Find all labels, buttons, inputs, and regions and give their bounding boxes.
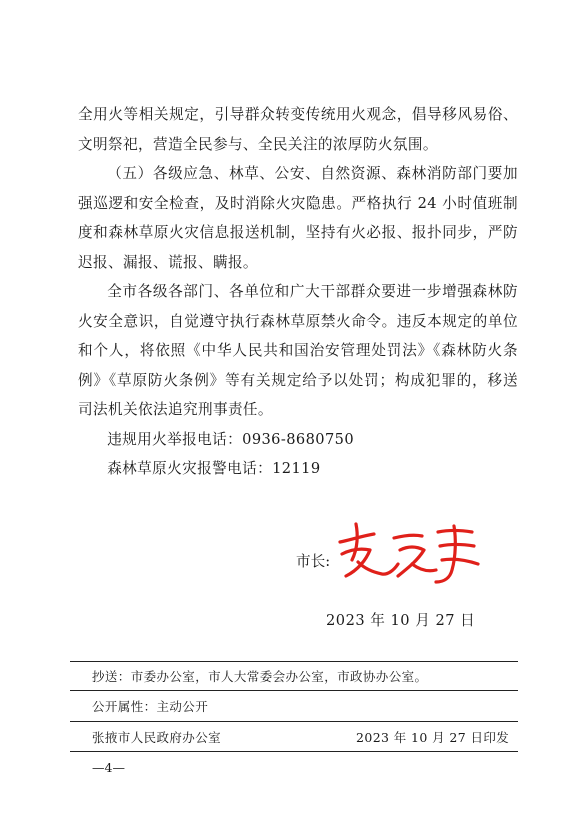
footer-top-rule (70, 661, 518, 662)
page-number: —4— (92, 760, 125, 775)
footer-rule-2 (70, 721, 518, 722)
signature-date: 2023 年 10 月 27 日 (326, 612, 476, 629)
footer-rule-1 (70, 690, 518, 691)
paragraph-warning: 全市各级各部门、各单位和广大干部群众要进一步增强森林防火安全意识，自觉遵守执行森林草原禁火命令。违反本规定的单位和个人，将依照《中华人民共和国治安管理处罚法》《森林防火条例》《草原防火条例》等有关规定给予以处罚；构成犯罪的，移送司法机关依法追究刑事责任。 (78, 283, 518, 418)
fire-alarm-hotline: 森林草原火灾报警电话：12119 (107, 460, 321, 477)
mayor-label: 市长: (296, 553, 331, 570)
disclosure-attribute: 公开属性：主动公开 (92, 699, 209, 714)
footer-bottom-rule (70, 751, 518, 752)
issuing-office: 张掖市人民政府办公室 (92, 730, 222, 745)
paragraph-continuation: 全用火等相关规定，引导群众转变传统用火观念，倡导移风易俗、文明祭祀，营造全民参与、全民关注的浓厚防火氛围。 (78, 106, 518, 153)
issue-date: 2023 年 10 月 27 日印发 (356, 730, 510, 745)
mayor-signature-icon (328, 520, 488, 590)
paragraph-item-five: （五）各级应急、林草、公安、自然资源、森林消防部门要加强巡逻和安全检查，及时消除火灾隐患。严格执行 24 小时值班制度和森林草原火灾信息报送机制，坚持有火必报、报扑同步，严防迟报、漏报、谎报、瞒报。 (78, 165, 518, 271)
signature-block (296, 520, 516, 590)
cc-line: 抄送：市委办公室，市人大常委会办公室，市政协办公室。 (92, 669, 428, 684)
report-hotline: 违规用火举报电话：0936-8680750 (107, 430, 354, 448)
document-body (78, 100, 518, 484)
